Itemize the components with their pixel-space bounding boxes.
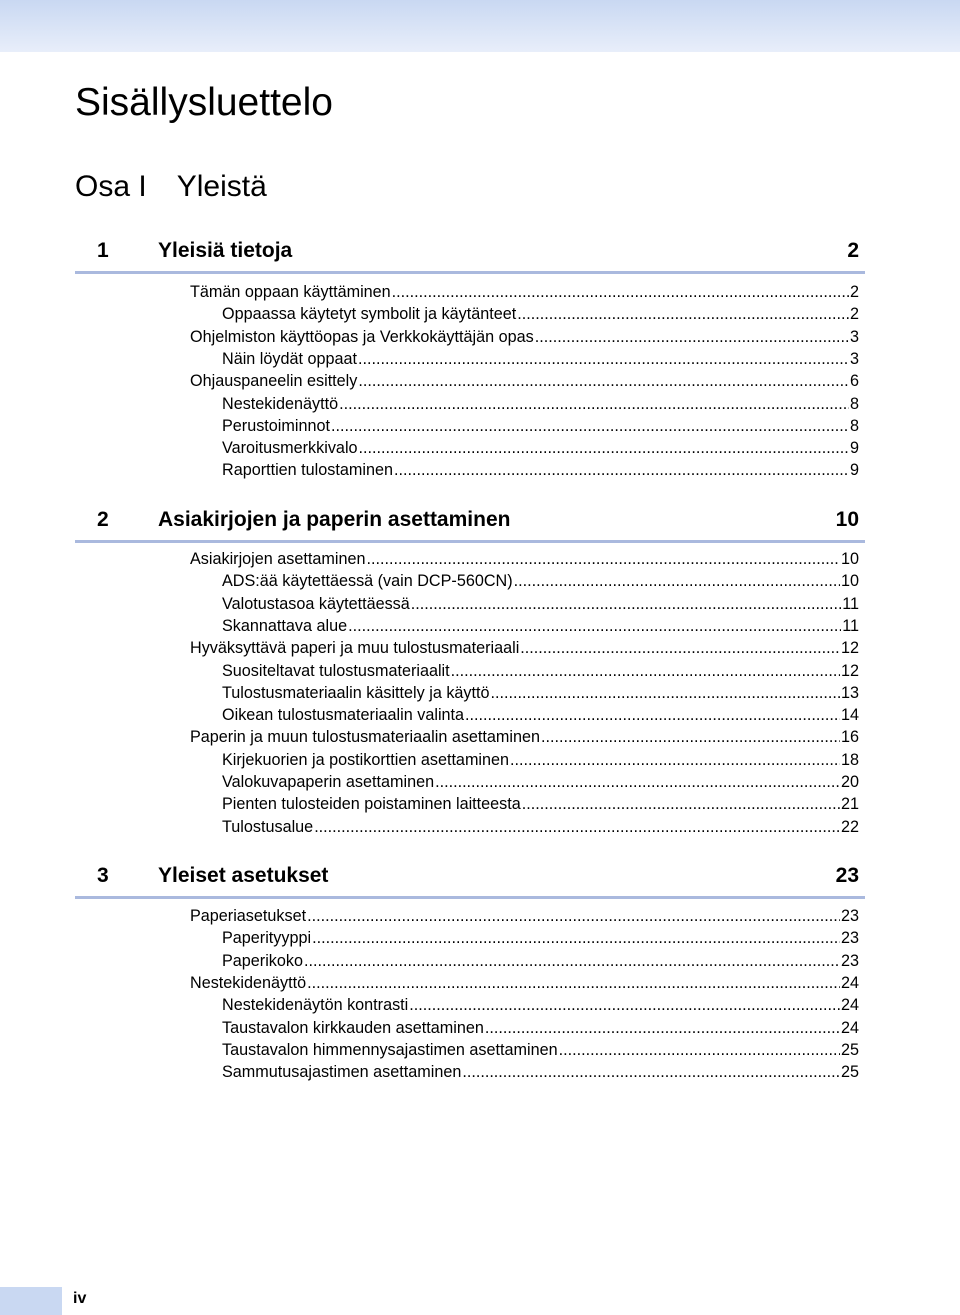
toc-entry-title: Varoitusmerkkivalo	[222, 439, 358, 458]
footer-page-number: iv	[73, 1290, 87, 1307]
dot-leader	[411, 593, 841, 615]
toc-entry-title: Perustoiminnot	[222, 416, 330, 435]
toc-entry-page: 8	[849, 394, 859, 413]
page-title: Sisällysluettelo	[75, 81, 333, 124]
chapter-page: 2	[847, 239, 859, 262]
toc-entry[interactable]	[222, 994, 859, 1016]
toc-entry-page: 18	[840, 750, 859, 769]
dot-leader	[339, 393, 849, 415]
toc-entry-page: 23	[840, 929, 859, 948]
toc-entry-page: 20	[840, 773, 859, 791]
toc-entry-title: Sammutusajastimen asettaminen	[222, 1063, 462, 1082]
toc-entry[interactable]	[190, 548, 859, 570]
toc-entry-title: Kirjekuorien ja postikorttien asettaminen	[222, 750, 510, 769]
toc-entry[interactable]	[190, 326, 859, 348]
chapter-title: Asiakirjojen ja paperin asettaminen	[158, 508, 511, 531]
part-number: Osa I	[75, 170, 147, 203]
toc-entry-page: 10	[840, 550, 859, 568]
toc-entry-page: 23	[840, 907, 859, 925]
dot-leader	[522, 793, 840, 815]
toc-entry-title: Näin löydät oppaat	[222, 349, 357, 368]
toc-entry-title: Oppaassa käytetyt symbolit ja käytänteet	[222, 305, 517, 324]
toc-entry[interactable]	[222, 816, 859, 838]
toc-entry-title: Paperityyppi	[222, 929, 312, 948]
toc-entry-page: 2	[849, 283, 859, 301]
footer-color-block	[0, 1287, 62, 1315]
dot-leader	[535, 326, 849, 348]
toc-entry-page: 24	[840, 996, 859, 1015]
toc-entry-title: Nestekidenäyttö	[190, 973, 307, 992]
toc-entry[interactable]	[222, 393, 859, 415]
toc-entry[interactable]	[190, 637, 859, 659]
toc-entry-page: 25	[840, 1063, 859, 1082]
toc-entry-title: Ohjelmiston käyttöopas ja Verkkokäyttäjän opas	[190, 327, 534, 346]
toc-entry-title: Hyväksyttävä paperi ja muu tulostusmateriaali	[190, 639, 520, 658]
toc-entry-page: 25	[840, 1040, 859, 1059]
chapter-number: 1	[97, 239, 109, 262]
toc-entry[interactable]	[190, 281, 859, 303]
dot-leader	[451, 660, 840, 682]
toc-entry[interactable]	[222, 1017, 859, 1039]
toc-entry-title: Ohjauspaneelin esittely	[190, 372, 358, 391]
toc-entry[interactable]	[222, 704, 859, 726]
toc-entry[interactable]	[190, 905, 859, 927]
toc-entry-title: Pienten tulosteiden poistaminen laitteesta	[222, 795, 521, 814]
dot-leader	[358, 370, 849, 392]
toc-entry-title: Taustavalon himmennysajastimen asettaminen	[222, 1040, 558, 1059]
dot-leader	[514, 570, 840, 592]
dot-leader	[409, 994, 840, 1016]
toc-entry[interactable]	[222, 793, 859, 815]
toc-entry-title: Suositeltavat tulostusmateriaalit	[222, 661, 450, 680]
toc-entry-title: Paperiasetukset	[190, 907, 307, 925]
toc-entry-page: 21	[840, 795, 859, 814]
dot-leader	[462, 1061, 840, 1083]
chapter-number: 2	[97, 508, 109, 531]
toc-entry-page: 24	[840, 973, 859, 992]
toc-entry[interactable]	[222, 950, 859, 972]
dot-leader	[517, 303, 849, 325]
dot-leader	[307, 905, 840, 927]
part-heading	[75, 167, 267, 207]
toc-entry-page: 16	[840, 728, 859, 747]
toc-entry[interactable]	[222, 771, 859, 793]
toc-entry-title: Asiakirjojen asettaminen	[190, 550, 366, 568]
toc-entry[interactable]	[222, 415, 859, 437]
dot-leader	[331, 415, 849, 437]
toc-entry-title: Nestekidenäytön kontrasti	[222, 996, 409, 1015]
dot-leader	[358, 348, 849, 370]
dot-leader	[435, 771, 840, 793]
toc-entry-page: 11	[842, 616, 859, 635]
dot-leader	[491, 682, 840, 704]
toc-entry-title: Valotustasoa käytettäessä	[222, 594, 410, 613]
toc-entry-title: Taustavalon kirkkauden asettaminen	[222, 1018, 484, 1037]
chapter-page: 10	[835, 508, 859, 531]
toc-entry[interactable]	[222, 348, 859, 370]
toc-entry[interactable]	[222, 615, 859, 637]
dot-leader	[392, 281, 849, 303]
toc-entry-page: 22	[840, 817, 859, 836]
dot-leader	[359, 437, 849, 459]
toc-entry[interactable]	[190, 972, 859, 994]
part-name: Yleistä	[176, 170, 267, 203]
dot-leader	[485, 1017, 840, 1039]
toc-entry[interactable]	[190, 370, 859, 392]
dot-leader	[394, 459, 849, 481]
toc-entry-page: 12	[840, 639, 859, 658]
chapter-page: 23	[835, 864, 859, 887]
toc-entry[interactable]	[222, 682, 859, 704]
toc-entry-page: 24	[840, 1018, 859, 1037]
toc-entry-page: 13	[840, 683, 859, 702]
toc-entry-title: Tulostusalue	[222, 817, 314, 836]
toc-entry-page: 3	[849, 349, 859, 368]
toc-entry[interactable]	[222, 570, 859, 592]
dot-leader	[314, 816, 840, 838]
toc-entry-title: Raporttien tulostaminen	[222, 461, 393, 480]
chapter-title: Yleiset asetukset	[158, 864, 329, 887]
chapter-heading[interactable]	[75, 856, 865, 899]
toc-entry-title: Oikean tulostusmateriaalin valinta	[222, 706, 465, 725]
toc-entry-title: Valokuvapaperin asettaminen	[222, 773, 435, 791]
toc-entry[interactable]	[222, 437, 859, 459]
toc-entry[interactable]	[222, 593, 859, 615]
dot-leader	[510, 749, 840, 771]
chapter-heading[interactable]	[75, 500, 865, 543]
toc-entry[interactable]	[222, 749, 859, 771]
toc-entry-page: 23	[840, 951, 859, 970]
dot-leader	[559, 1039, 840, 1061]
chapter-heading[interactable]	[75, 231, 865, 274]
dot-leader	[312, 927, 840, 949]
toc-entry[interactable]	[222, 1039, 859, 1061]
toc-entry-title: Tulostusmateriaalin käsittely ja käyttö	[222, 683, 490, 702]
dot-leader	[541, 726, 840, 748]
toc-entry-page: 11	[842, 594, 859, 613]
dot-leader	[465, 704, 840, 726]
toc-entry-title: Tämän oppaan käyttäminen	[190, 283, 391, 301]
toc-entry-page: 14	[840, 706, 859, 725]
toc-entry-page: 6	[849, 372, 859, 391]
chapter-number: 3	[97, 864, 109, 887]
toc-entry-title: Skannattava alue	[222, 616, 348, 635]
toc-entry-page: 9	[849, 439, 859, 458]
dot-leader	[366, 548, 840, 570]
toc-entry-page: 2	[849, 305, 859, 324]
toc-entry-title: Paperikoko	[222, 951, 303, 970]
chapter-title: Yleisiä tietoja	[158, 239, 293, 262]
top-header-band	[0, 0, 960, 52]
dot-leader	[307, 972, 840, 994]
dot-leader	[348, 615, 841, 637]
dot-leader	[520, 637, 840, 659]
toc-entry[interactable]	[222, 459, 859, 481]
toc-entry[interactable]	[222, 1061, 859, 1083]
toc-entry-title: Nestekidenäyttö	[222, 394, 339, 413]
toc-entry-title: Paperin ja muun tulostusmateriaalin asettaminen	[190, 728, 541, 747]
toc-entry-page: 9	[849, 461, 859, 480]
toc-entry[interactable]	[222, 660, 859, 682]
toc-entry-title: ADS:ää käytettäessä (vain DCP-560CN)	[222, 572, 513, 591]
toc-entry-page: 10	[840, 572, 859, 591]
toc-entry[interactable]	[190, 726, 859, 748]
toc-entry-page: 3	[849, 327, 859, 346]
toc-entry-page: 12	[840, 661, 859, 680]
dot-leader	[304, 950, 840, 972]
toc-entry[interactable]	[222, 927, 859, 949]
toc-entry-page: 8	[849, 416, 859, 435]
toc-entry[interactable]	[222, 303, 859, 325]
